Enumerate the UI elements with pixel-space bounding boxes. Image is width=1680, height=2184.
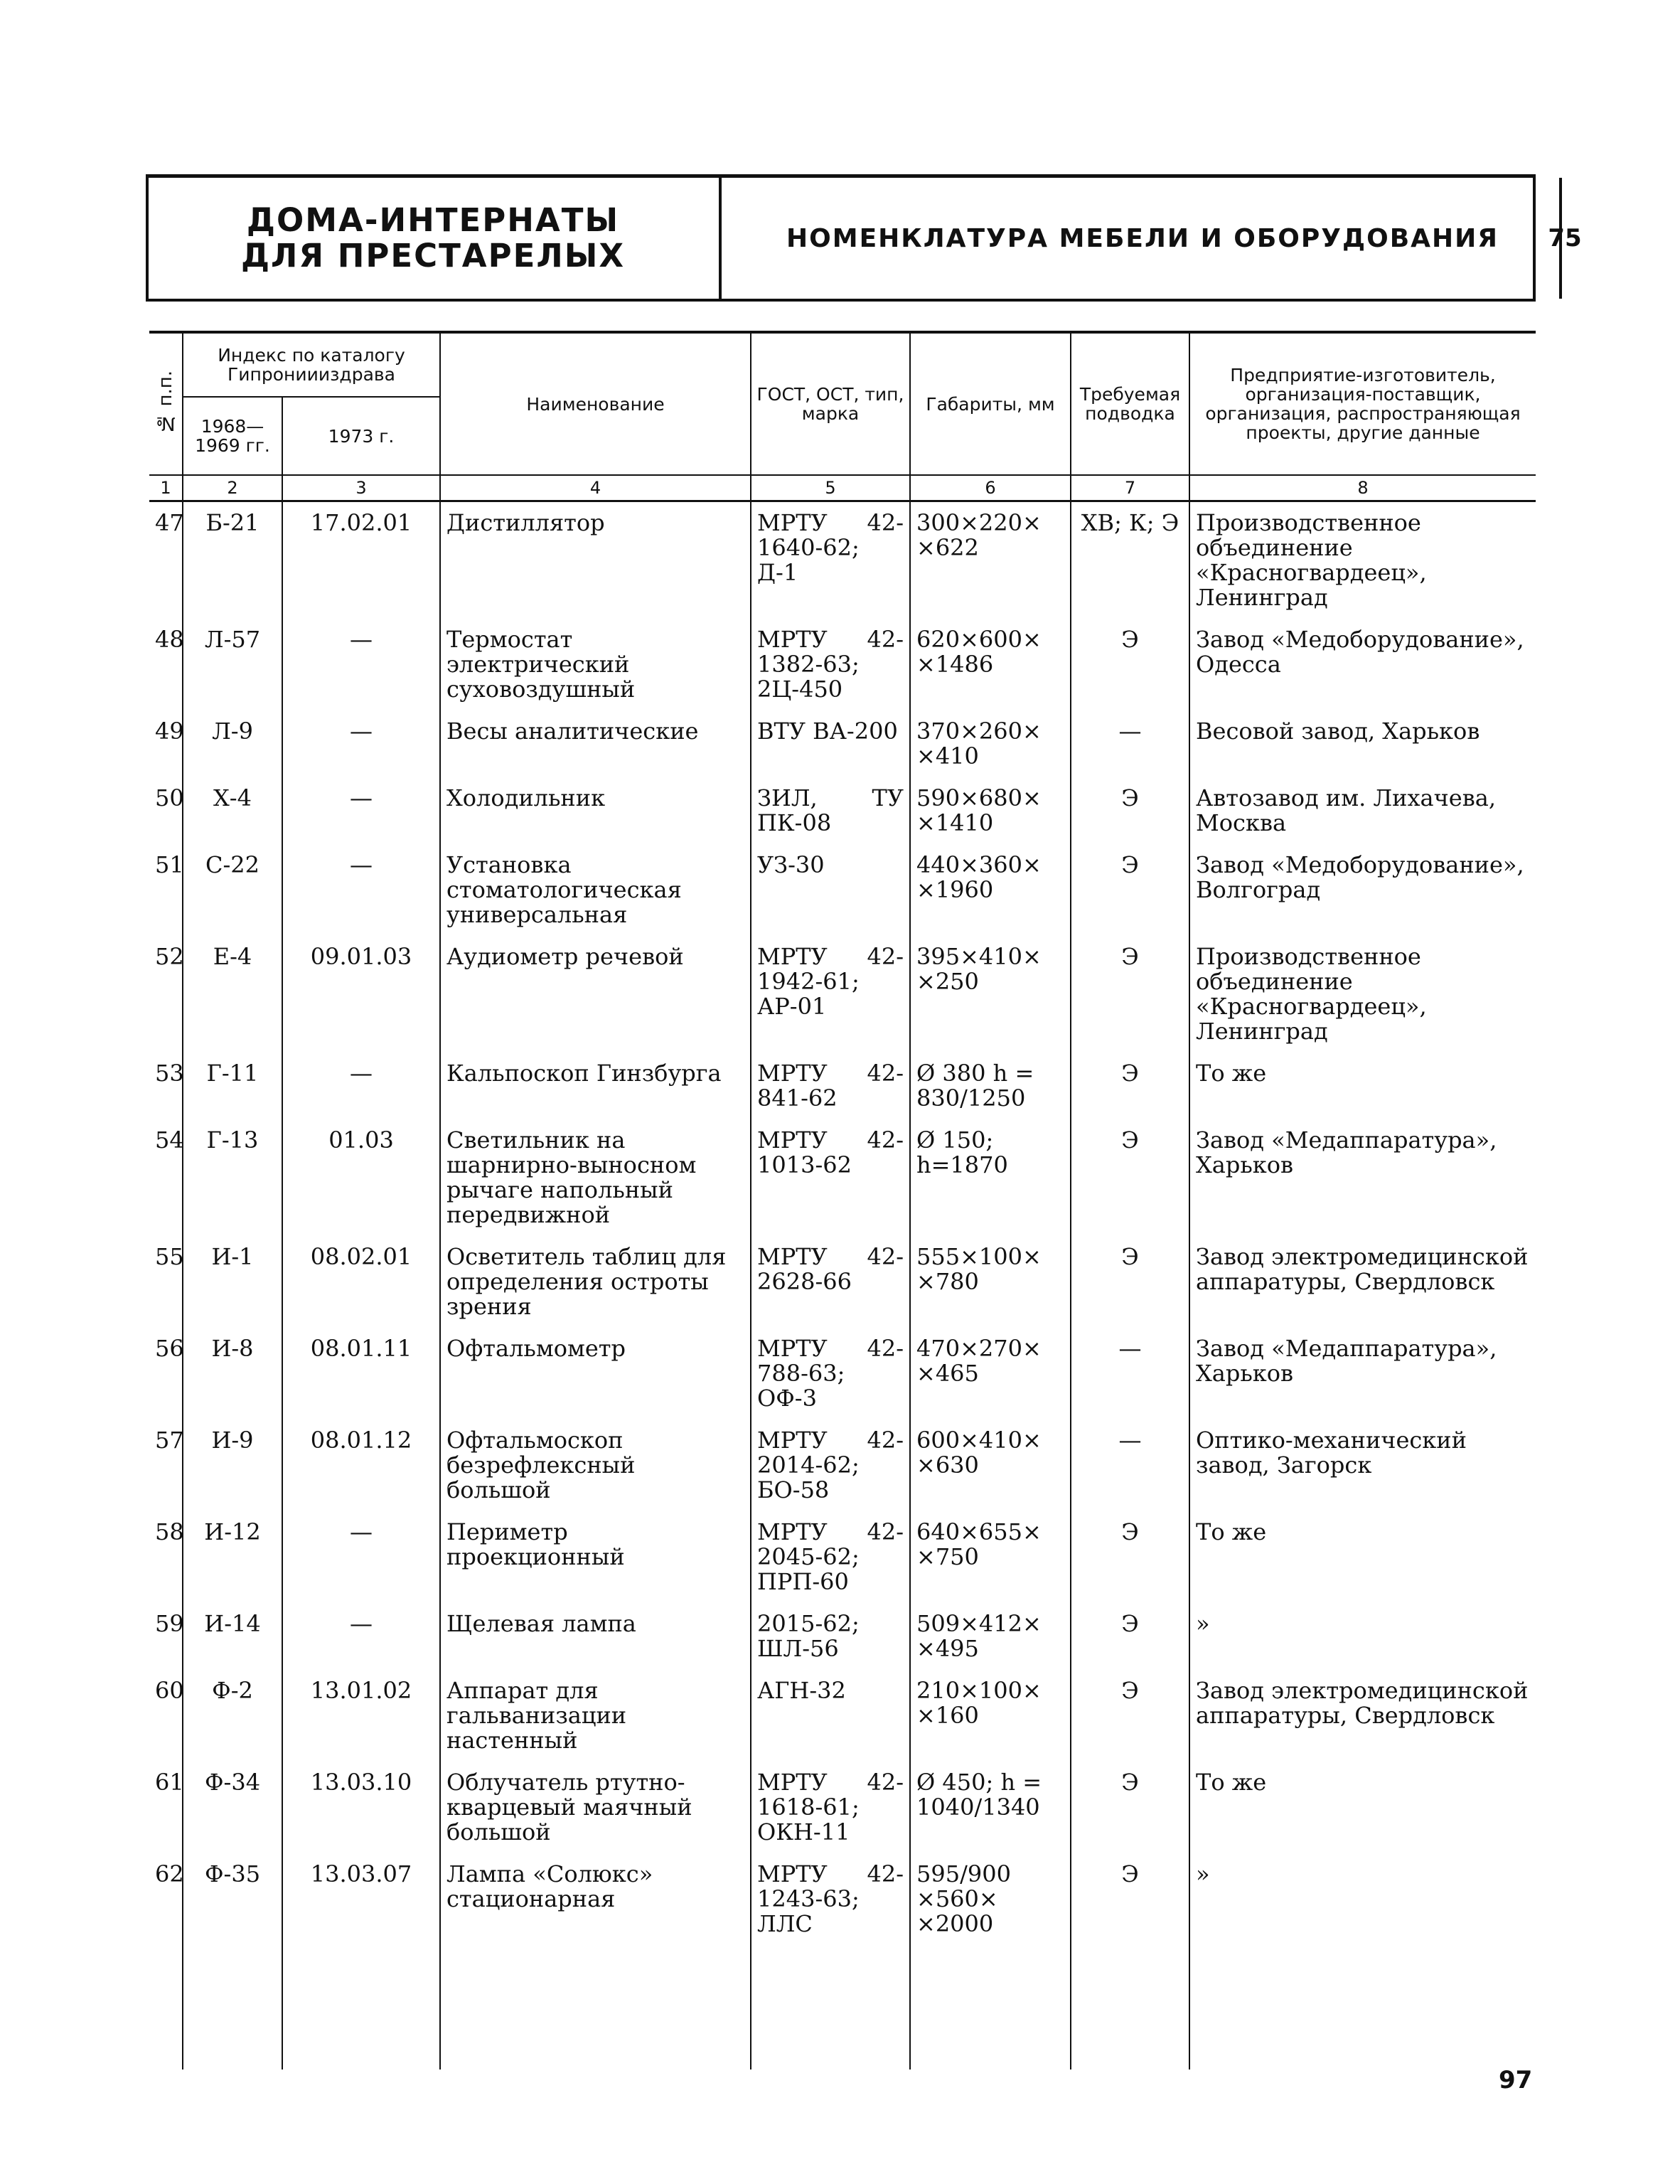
dimensions-cell: 555×100× ×780 [910, 1236, 1071, 1328]
dimensions-cell: 590×680× ×1410 [910, 777, 1071, 844]
index-1968-cell: Б-21 [183, 501, 282, 619]
supply-cell: ХВ; К; Э [1071, 501, 1189, 619]
row-number-cell: 50 [155, 784, 184, 811]
col-header-maker: Предприятие-изготовитель, организация-поставщик, организация, распространяющая проекты, другие данные [1189, 332, 1536, 475]
manufacturer-cell: Завод «Медоборудование», Волгоград [1189, 844, 1536, 936]
dimensions-cell: 440×360× ×1960 [910, 844, 1071, 936]
header-rule [719, 178, 722, 299]
table-row [149, 1236, 1536, 1328]
table-row [149, 1670, 1536, 1762]
col-header-supply: Требуемая подводка [1071, 332, 1189, 475]
index-1973-cell: 08.02.01 [282, 1236, 440, 1328]
table-row [149, 844, 1536, 936]
gost-mark-cell: ВТУ ВА-200 [751, 710, 910, 777]
supply-cell: Э [1071, 1053, 1189, 1119]
supply-cell: Э [1071, 1853, 1189, 2070]
supply-cell: Э [1071, 1119, 1189, 1236]
table-row [149, 619, 1536, 710]
row-number-cell: 55 [155, 1243, 184, 1270]
dimensions-cell: 600×410× ×630 [910, 1419, 1071, 1511]
row-number-cell: 59 [155, 1610, 184, 1637]
index-1973-cell: 08.01.11 [282, 1328, 440, 1419]
manufacturer-cell: То же [1189, 1053, 1536, 1119]
col-header-index: Индекс по каталогу Гипрониииздрава [183, 332, 440, 397]
gost-mark-cell: 2015-62; ШЛ-56 [751, 1603, 910, 1670]
gost-mark-cell: МРТУ 42-2014-62; БО-58 [751, 1419, 910, 1511]
supply-cell: Э [1071, 1603, 1189, 1670]
table-row [149, 710, 1536, 777]
index-1973-cell: 13.01.02 [282, 1670, 440, 1762]
dimensions-cell: Ø 380 h = 830/1250 [910, 1053, 1071, 1119]
gost-mark-cell: МРТУ 42-2628-66 [751, 1236, 910, 1328]
column-number-row [149, 475, 1536, 501]
index-1973-cell: 17.02.01 [282, 501, 440, 619]
row-number-cell: 49 [155, 718, 184, 745]
equipment-table-grid [149, 331, 1536, 2070]
dimensions-cell: 509×412× ×495 [910, 1603, 1071, 1670]
index-1973-cell: 09.01.03 [282, 936, 440, 1053]
col-header-dims: Габариты, мм [910, 332, 1071, 475]
manufacturer-cell: Завод электромедицинской аппаратуры, Свердловск [1189, 1236, 1536, 1328]
manufacturer-cell: Весовой завод, Харьков [1189, 710, 1536, 777]
manufacturer-cell: То же [1189, 1762, 1536, 1853]
table-row [149, 1603, 1536, 1670]
index-1973-cell: — [282, 777, 440, 844]
manufacturer-cell: Завод «Медаппаратура», Харьков [1189, 1119, 1536, 1236]
page-header: ДОМА-ИНТЕРНАТЫ ДЛЯ ПРЕСТАРЕЛЫХ НОМЕНКЛАТУРА МЕБЕЛИ И ОБОРУДОВАНИЯ 75 [146, 174, 1536, 302]
index-1973-cell: — [282, 619, 440, 710]
gost-mark-cell: МРТУ 42-1640-62; Д-1 [751, 501, 910, 619]
item-name-cell: Облучатель ртутно-кварцевый маячный большой [440, 1762, 751, 1853]
dimensions-cell: 395×410× ×250 [910, 936, 1071, 1053]
row-number-cell: 58 [155, 1518, 184, 1545]
index-1968-cell: Ф-35 [183, 1853, 282, 2070]
col-header-1968: 1968—1969 гг. [183, 397, 282, 475]
dimensions-cell: 470×270× ×465 [910, 1328, 1071, 1419]
col-number: 4 [440, 475, 751, 501]
item-name-cell: Термостат электрический суховоздушный [440, 619, 751, 710]
manufacturer-cell: Завод электромедицинской аппаратуры, Свердловск [1189, 1670, 1536, 1762]
supply-cell: Э [1071, 1670, 1189, 1762]
index-1968-cell: Ф-34 [183, 1762, 282, 1853]
index-1973-cell: — [282, 1053, 440, 1119]
table-row [149, 1328, 1536, 1419]
col-header-gost: ГОСТ, ОСТ, тип, марка [751, 332, 910, 475]
item-name-cell: Лампа «Солюкс» стационарная [440, 1853, 751, 2070]
index-1973-cell: — [282, 710, 440, 777]
item-name-cell: Осветитель таблиц для определения остроты зрения [440, 1236, 751, 1328]
dimensions-cell: 640×655× ×750 [910, 1511, 1071, 1603]
index-1973-cell: 08.01.12 [282, 1419, 440, 1511]
gost-mark-cell: ЗИЛ, ТУ ПК-08 [751, 777, 910, 844]
page-number: 97 [1499, 2066, 1533, 2094]
gost-mark-cell: МРТУ 42-1013-62 [751, 1119, 910, 1236]
col-number: 5 [751, 475, 910, 501]
table-row [149, 1119, 1536, 1236]
index-1968-cell: И-12 [183, 1511, 282, 1603]
index-1968-cell: Г-11 [183, 1053, 282, 1119]
row-number-cell: 54 [155, 1126, 184, 1154]
gost-mark-cell: МРТУ 42-2045-62; ПРП-60 [751, 1511, 910, 1603]
supply-cell: Э [1071, 619, 1189, 710]
col-number: 6 [910, 475, 1071, 501]
col-number: 7 [1071, 475, 1189, 501]
item-name-cell: Весы аналитические [440, 710, 751, 777]
row-number-cell: 57 [155, 1427, 184, 1454]
item-name-cell: Периметр проекционный [440, 1511, 751, 1603]
manufacturer-cell: Производственное объединение «Красногвардеец», Ленинград [1189, 501, 1536, 619]
gost-mark-cell: МРТУ 42-841-62 [751, 1053, 910, 1119]
index-1968-cell: И-8 [183, 1328, 282, 1419]
equipment-table [149, 331, 1536, 2070]
index-1968-cell: Е-4 [183, 936, 282, 1053]
gost-mark-cell: МРТУ 42-1942-61; АР-01 [751, 936, 910, 1053]
row-number-cell: 52 [155, 943, 184, 970]
table-row [149, 1419, 1536, 1511]
table-row [149, 1053, 1536, 1119]
index-1973-cell: 13.03.10 [282, 1762, 440, 1853]
row-number-cell: 47 [155, 509, 184, 536]
col-header-num: № п.п. [149, 332, 183, 475]
item-name-cell: Холодильник [440, 777, 751, 844]
header-rule [1533, 178, 1536, 299]
table-row [149, 501, 1536, 619]
header-section-title [146, 178, 720, 299]
table-row [149, 936, 1536, 1053]
table-row [149, 777, 1536, 844]
gost-mark-cell: МРТУ 42-1382-63; 2Ц-450 [751, 619, 910, 710]
col-header-1973: 1973 г. [282, 397, 440, 475]
col-header-name: Наименование [440, 332, 751, 475]
item-name-cell: Щелевая лампа [440, 1603, 751, 1670]
index-1968-cell: И-9 [183, 1419, 282, 1511]
index-1973-cell: — [282, 844, 440, 936]
supply-cell: Э [1071, 1511, 1189, 1603]
gost-mark-cell: МРТУ 42-1618-61; ОКН-11 [751, 1762, 910, 1853]
manufacturer-cell: Производственное объединение «Красногвардеец», Ленинград [1189, 936, 1536, 1053]
item-name-cell: Светильник на шарнирно-выносном рычаге напольный передвижной [440, 1119, 751, 1236]
row-number-cell: 61 [155, 1769, 184, 1796]
manufacturer-cell: Завод «Медаппаратура», Харьков [1189, 1328, 1536, 1419]
index-1968-cell: Ф-2 [183, 1670, 282, 1762]
manufacturer-cell: Автозавод им. Лихачева, Москва [1189, 777, 1536, 844]
item-name-cell: Офтальмометр [440, 1328, 751, 1419]
item-name-cell: Установка стоматологическая универсальная [440, 844, 751, 936]
manufacturer-cell: Завод «Медоборудование», Одесса [1189, 619, 1536, 710]
index-1968-cell: И-14 [183, 1603, 282, 1670]
table-row [149, 1853, 1536, 2070]
item-name-cell: Аппарат для гальванизации настенный [440, 1670, 751, 1762]
supply-cell: — [1071, 710, 1189, 777]
gost-mark-cell: МРТУ 42-1243-63; ЛЛС [751, 1853, 910, 2070]
row-number-cell: 51 [155, 851, 184, 878]
gost-mark-cell: АГН-32 [751, 1670, 910, 1762]
row-number-cell: 53 [155, 1060, 184, 1087]
supply-cell: Э [1071, 1236, 1189, 1328]
index-1973-cell: — [282, 1603, 440, 1670]
dimensions-cell: Ø 450; h = 1040/1340 [910, 1762, 1071, 1853]
supply-cell: Э [1071, 1762, 1189, 1853]
index-1973-cell: — [282, 1511, 440, 1603]
index-1968-cell: С-22 [183, 844, 282, 936]
supply-cell: Э [1071, 844, 1189, 936]
supply-cell: — [1071, 1328, 1189, 1419]
dimensions-cell: 370×260× ×410 [910, 710, 1071, 777]
manufacturer-cell: » [1189, 1603, 1536, 1670]
table-row [149, 1511, 1536, 1603]
index-1973-cell: 01.03 [282, 1119, 440, 1236]
gost-mark-cell: МРТУ 42-788-63; ОФ-3 [751, 1328, 910, 1419]
row-number-cell: 48 [155, 626, 184, 653]
supply-cell: — [1071, 1419, 1189, 1511]
supply-cell: Э [1071, 777, 1189, 844]
header-title-line1: ДОМА-ИНТЕРНАТЫ [246, 201, 620, 239]
header-subject: НОМЕНКЛАТУРА МЕБЕЛИ И ОБОРУДОВАНИЯ [786, 223, 1499, 253]
row-number-cell: 56 [155, 1335, 184, 1362]
col-number: 8 [1189, 475, 1536, 501]
header-title-line2: ДЛЯ ПРЕСТАРЕЛЫХ [240, 237, 626, 275]
index-1973-cell: 13.03.07 [282, 1853, 440, 2070]
index-1968-cell: И-1 [183, 1236, 282, 1328]
item-name-cell: Дистиллятор [440, 501, 751, 619]
gost-mark-cell: УЗ-30 [751, 844, 910, 936]
item-name-cell: Аудиометр речевой [440, 936, 751, 1053]
manufacturer-cell: Оптико-механический завод, Загорск [1189, 1419, 1536, 1511]
dimensions-cell: 210×100× ×160 [910, 1670, 1071, 1762]
dimensions-cell: 595/900 ×560× ×2000 [910, 1853, 1071, 2070]
index-1968-cell: Л-9 [183, 710, 282, 777]
col-number: 1 [149, 475, 183, 501]
index-1968-cell: Г-13 [183, 1119, 282, 1236]
index-1968-cell: Л-57 [183, 619, 282, 710]
dimensions-cell: 300×220× ×622 [910, 501, 1071, 619]
dimensions-cell: 620×600× ×1486 [910, 619, 1071, 710]
manufacturer-cell: То же [1189, 1511, 1536, 1603]
col-number: 2 [183, 475, 282, 501]
row-number-cell: 62 [155, 1860, 184, 1887]
manufacturer-cell: » [1189, 1853, 1536, 2070]
item-name-cell: Офтальмоскоп безрефлексный большой [440, 1419, 751, 1511]
item-name-cell: Кальпоскоп Гинзбурга [440, 1053, 751, 1119]
table-row [149, 1762, 1536, 1853]
index-1968-cell: Х-4 [183, 777, 282, 844]
col-number: 3 [282, 475, 440, 501]
supply-cell: Э [1071, 936, 1189, 1053]
row-number-cell: 60 [155, 1677, 184, 1704]
dimensions-cell: Ø 150; h=1870 [910, 1119, 1071, 1236]
